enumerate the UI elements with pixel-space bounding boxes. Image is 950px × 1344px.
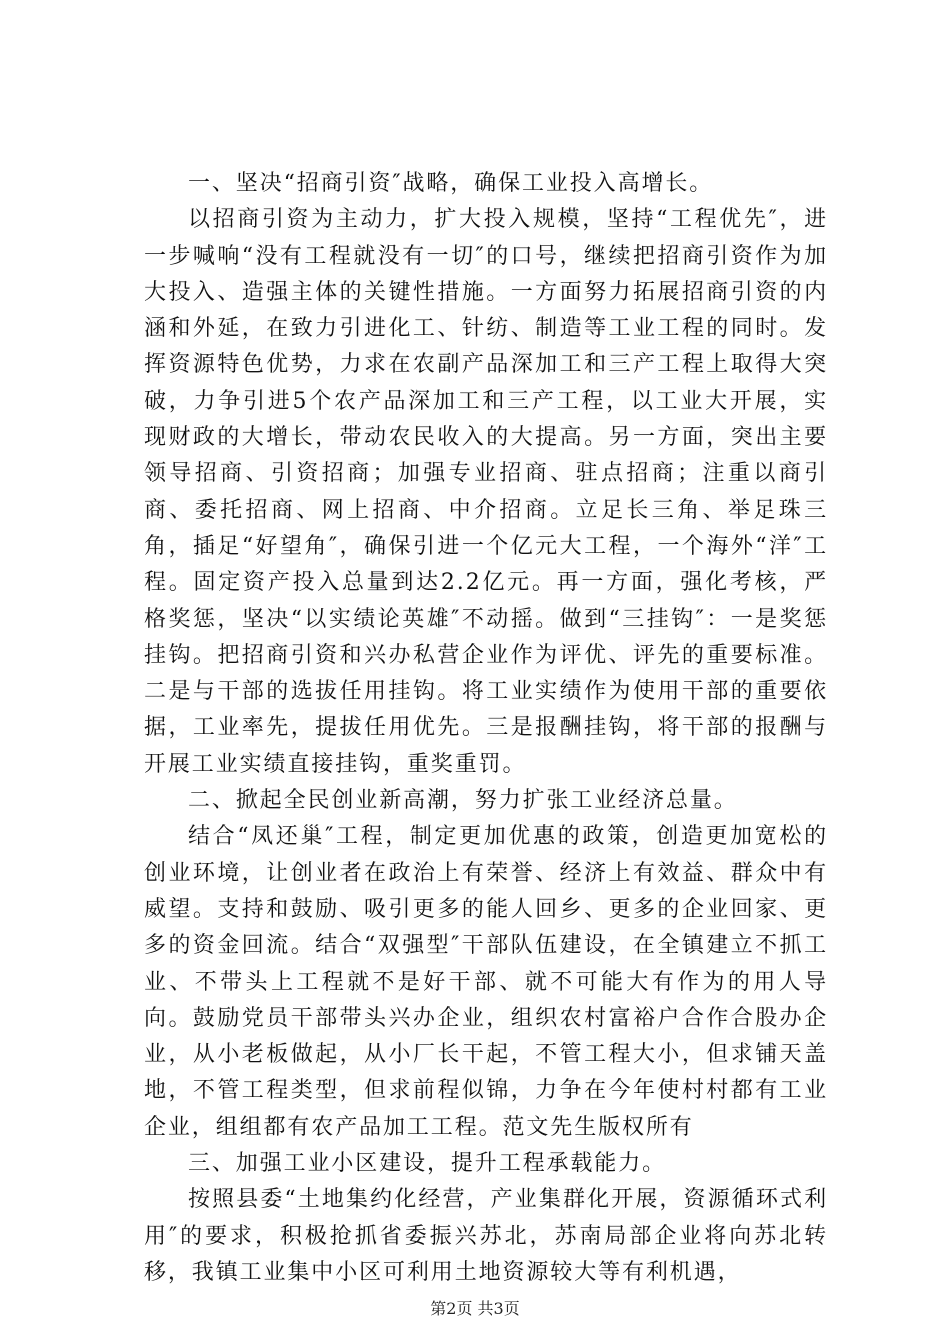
section-heading-1: 一、坚决“招商引资″战略，确保工业投入高增长。: [188, 171, 714, 196]
paragraph-1: 以招商引资为主动力，扩大投入规模，坚持“工程优先″，进一步喊响“没有工程就没有一切″的口号，继续把招商引资作为加大投入、造强主体的关键性措施。一方面努力拓展招商引资的内涵和外延，在致力引进化工、针纺、制造等工业工程的同时。发挥资源特色优势，力求在农副产品深加工和三产工程上取得大突破，力争引进5个农产品深加工和三产工程，以工业大开展，实现财政的大增长，带动农民收入的大提高。另一方面，突出主要领导招商、引资招商；加强专业招商、驻点招商；注重以商引商、委托招商、网上招商、中介招商。立足长三角、举足珠三角，插足“好望角″，确保引进一个亿元大工程，一个海外“洋″工程。固定资产投入总量到达2.2亿元。再一方面，强化考核，严格奖惩，坚决“以实绩论英雄″不动摇。做到“三挂钩″：一是奖惩挂钩。把招商引资和兴办私营企业作为评优、评先的重要标准。二是与干部的选拔任用挂钩。将工业实绩作为使用干部的重要依据，工业率先，提拔任用优先。三是报酬挂钩，将干部的报酬与开展工业实绩直接挂钩，重奖重罚。: [144, 207, 828, 777]
paragraph-3: 按照县委“土地集约化经营，产业集群化开展，资源循环式利用″的要求，积极抢抓省委振兴苏北，苏南局部企业将向苏北转移，我镇工业集中小区可利用土地资源较大等有利机遇，: [144, 1187, 828, 1285]
section-heading-3: 三、加强工业小区建设，提升工程承载能力。: [188, 1151, 667, 1177]
section-heading-2: 二、掀起全民创业新高潮，努力扩张工业经济总量。: [188, 788, 738, 814]
paragraph-2: 结合“凤还巢″工程，制定更加优惠的政策，创造更加宽松的创业环境，让创业者在政治上有荣誉、经济上有效益、群众中有威望。支持和鼓励、吸引更多的能人回乡、更多的企业回家、更多的资金回流。结合“双强型″干部队伍建设，在全镇建立不抓工业、不带头上工程就不是好干部、就不可能大有作为的用人导向。鼓励党员干部带头兴办企业，组织农村富裕户合作合股办企业，从小老板做起，从小厂长干起，不管工程大小，但求铺天盖地，不管工程类型，但求前程似锦，力争在今年使村村都有工业企业，组组都有农产品加工工程。范文先生版权所有: [144, 824, 828, 1140]
document-body: [144, 166, 828, 1291]
page-number-footer: 第2页 共3页: [430, 1299, 520, 1318]
